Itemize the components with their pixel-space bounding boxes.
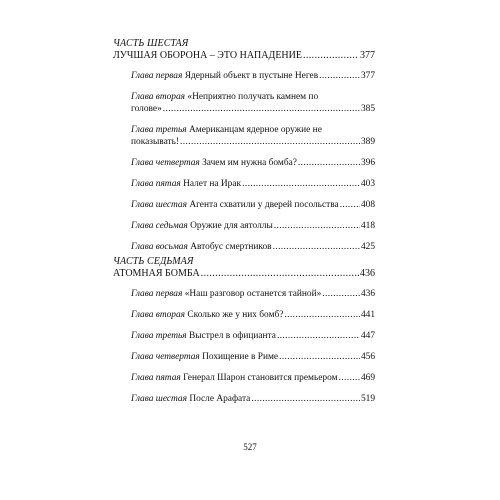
chapter-title: «Наш разговор останется тайной» — [184, 289, 322, 299]
chapter-title: Зачем им нужна бомба? — [202, 158, 297, 168]
toc-entry — [113, 309, 375, 321]
toc-entry — [113, 220, 375, 232]
chapter-page: 519 — [360, 394, 375, 404]
chapter-page: 469 — [360, 373, 375, 383]
toc-entry — [113, 372, 375, 384]
chapter-label: Глава третья — [131, 331, 187, 341]
page-number: 527 — [243, 442, 257, 452]
dot-leader — [274, 220, 360, 232]
part-6-title: ЛУЧШАЯ ОБОРОНА – ЭТО НАПАДЕНИЕ — [113, 50, 302, 61]
chapter-label: Глава первая — [131, 71, 183, 81]
dot-leader — [284, 309, 360, 321]
chapter-page: 396 — [360, 158, 375, 168]
toc-entry — [113, 157, 375, 169]
chapter-label: Глава пятая — [131, 373, 181, 383]
dot-leader — [339, 372, 360, 384]
toc-entry — [113, 330, 375, 342]
chapter-label: Глава седьмая — [131, 221, 188, 231]
chapter-page: 377 — [360, 71, 375, 81]
chapter-page: 447 — [360, 331, 375, 341]
toc-entry — [113, 91, 375, 115]
toc-entry — [113, 178, 375, 190]
toc-entry — [113, 199, 375, 211]
chapter-label: Глава третья — [131, 125, 187, 135]
chapter-page: 418 — [360, 221, 375, 231]
chapter-title: Сколько же у них бомб? — [187, 310, 284, 320]
toc-entry — [113, 241, 375, 253]
chapter-title: Американцам ядерное оружие не — [189, 125, 322, 135]
part-7-label: ЧАСТЬ СЕДЬМАЯ — [113, 256, 194, 267]
chapter-title: Выстрел в официанта — [189, 331, 276, 341]
chapter-title: «Неприятно получать камнем по — [187, 92, 319, 102]
dot-leader — [319, 70, 360, 82]
dot-leader — [340, 199, 360, 211]
chapter-label: Глава вторая — [131, 310, 186, 320]
table-of-contents — [113, 38, 375, 405]
chapter-label: Глава шестая — [131, 394, 187, 404]
chapter-page: 403 — [360, 179, 375, 189]
chapter-label: Глава вторая — [131, 92, 186, 102]
dot-leader — [322, 288, 360, 300]
chapter-page: 456 — [360, 352, 375, 362]
chapter-title: После Арафата — [189, 394, 251, 404]
dot-leader — [303, 50, 359, 62]
chapter-label: Глава шестая — [131, 200, 187, 210]
dot-leader — [163, 103, 360, 115]
part-7-header — [113, 268, 375, 280]
chapter-page: 436 — [360, 289, 375, 299]
dot-leader — [279, 351, 360, 363]
part-7-page: 436 — [360, 268, 375, 279]
chapter-title: Налет на Ирак — [183, 179, 242, 189]
chapter-title-cont: голове» — [131, 104, 162, 114]
dot-leader — [273, 241, 360, 253]
part-7-title: АТОМНАЯ БОМБА — [113, 268, 200, 279]
toc-entry — [113, 70, 375, 82]
dot-leader — [298, 157, 360, 169]
chapter-page: 389 — [360, 137, 375, 147]
chapter-label: Глава пятая — [131, 179, 181, 189]
chapter-title: Генерал Шарон становится премьером — [183, 373, 338, 383]
chapter-title: Похищение в Риме — [202, 352, 279, 362]
chapter-title-cont: показывать! — [131, 137, 179, 147]
dot-leader — [277, 330, 360, 342]
toc-entry — [113, 288, 375, 300]
dot-leader — [242, 178, 360, 190]
chapter-title: Оружие для аятоллы — [190, 221, 273, 231]
toc-entry — [113, 393, 375, 405]
part-6-page: 377 — [360, 50, 375, 61]
chapter-title: Ядерный объект в пустыне Негев — [184, 71, 319, 81]
dot-leader — [201, 268, 359, 280]
chapter-label: Глава четвертая — [131, 158, 200, 168]
chapter-label: Глава первая — [131, 289, 183, 299]
part-6-header — [113, 50, 375, 62]
chapter-label: Глава восьмая — [131, 242, 188, 252]
chapter-label: Глава четвертая — [131, 352, 200, 362]
toc-entry — [113, 351, 375, 363]
chapter-page: 408 — [360, 200, 375, 210]
dot-leader — [251, 393, 360, 405]
chapter-page: 385 — [360, 104, 375, 114]
part-6-label: ЧАСТЬ ШЕСТАЯ — [113, 38, 189, 49]
chapter-page: 441 — [360, 310, 375, 320]
chapter-title: Автобус смертников — [190, 242, 272, 252]
dot-leader — [180, 136, 360, 148]
chapter-title: Агента схватили у дверей посольства — [189, 200, 339, 210]
chapter-page: 425 — [360, 242, 375, 252]
toc-entry — [113, 124, 375, 148]
